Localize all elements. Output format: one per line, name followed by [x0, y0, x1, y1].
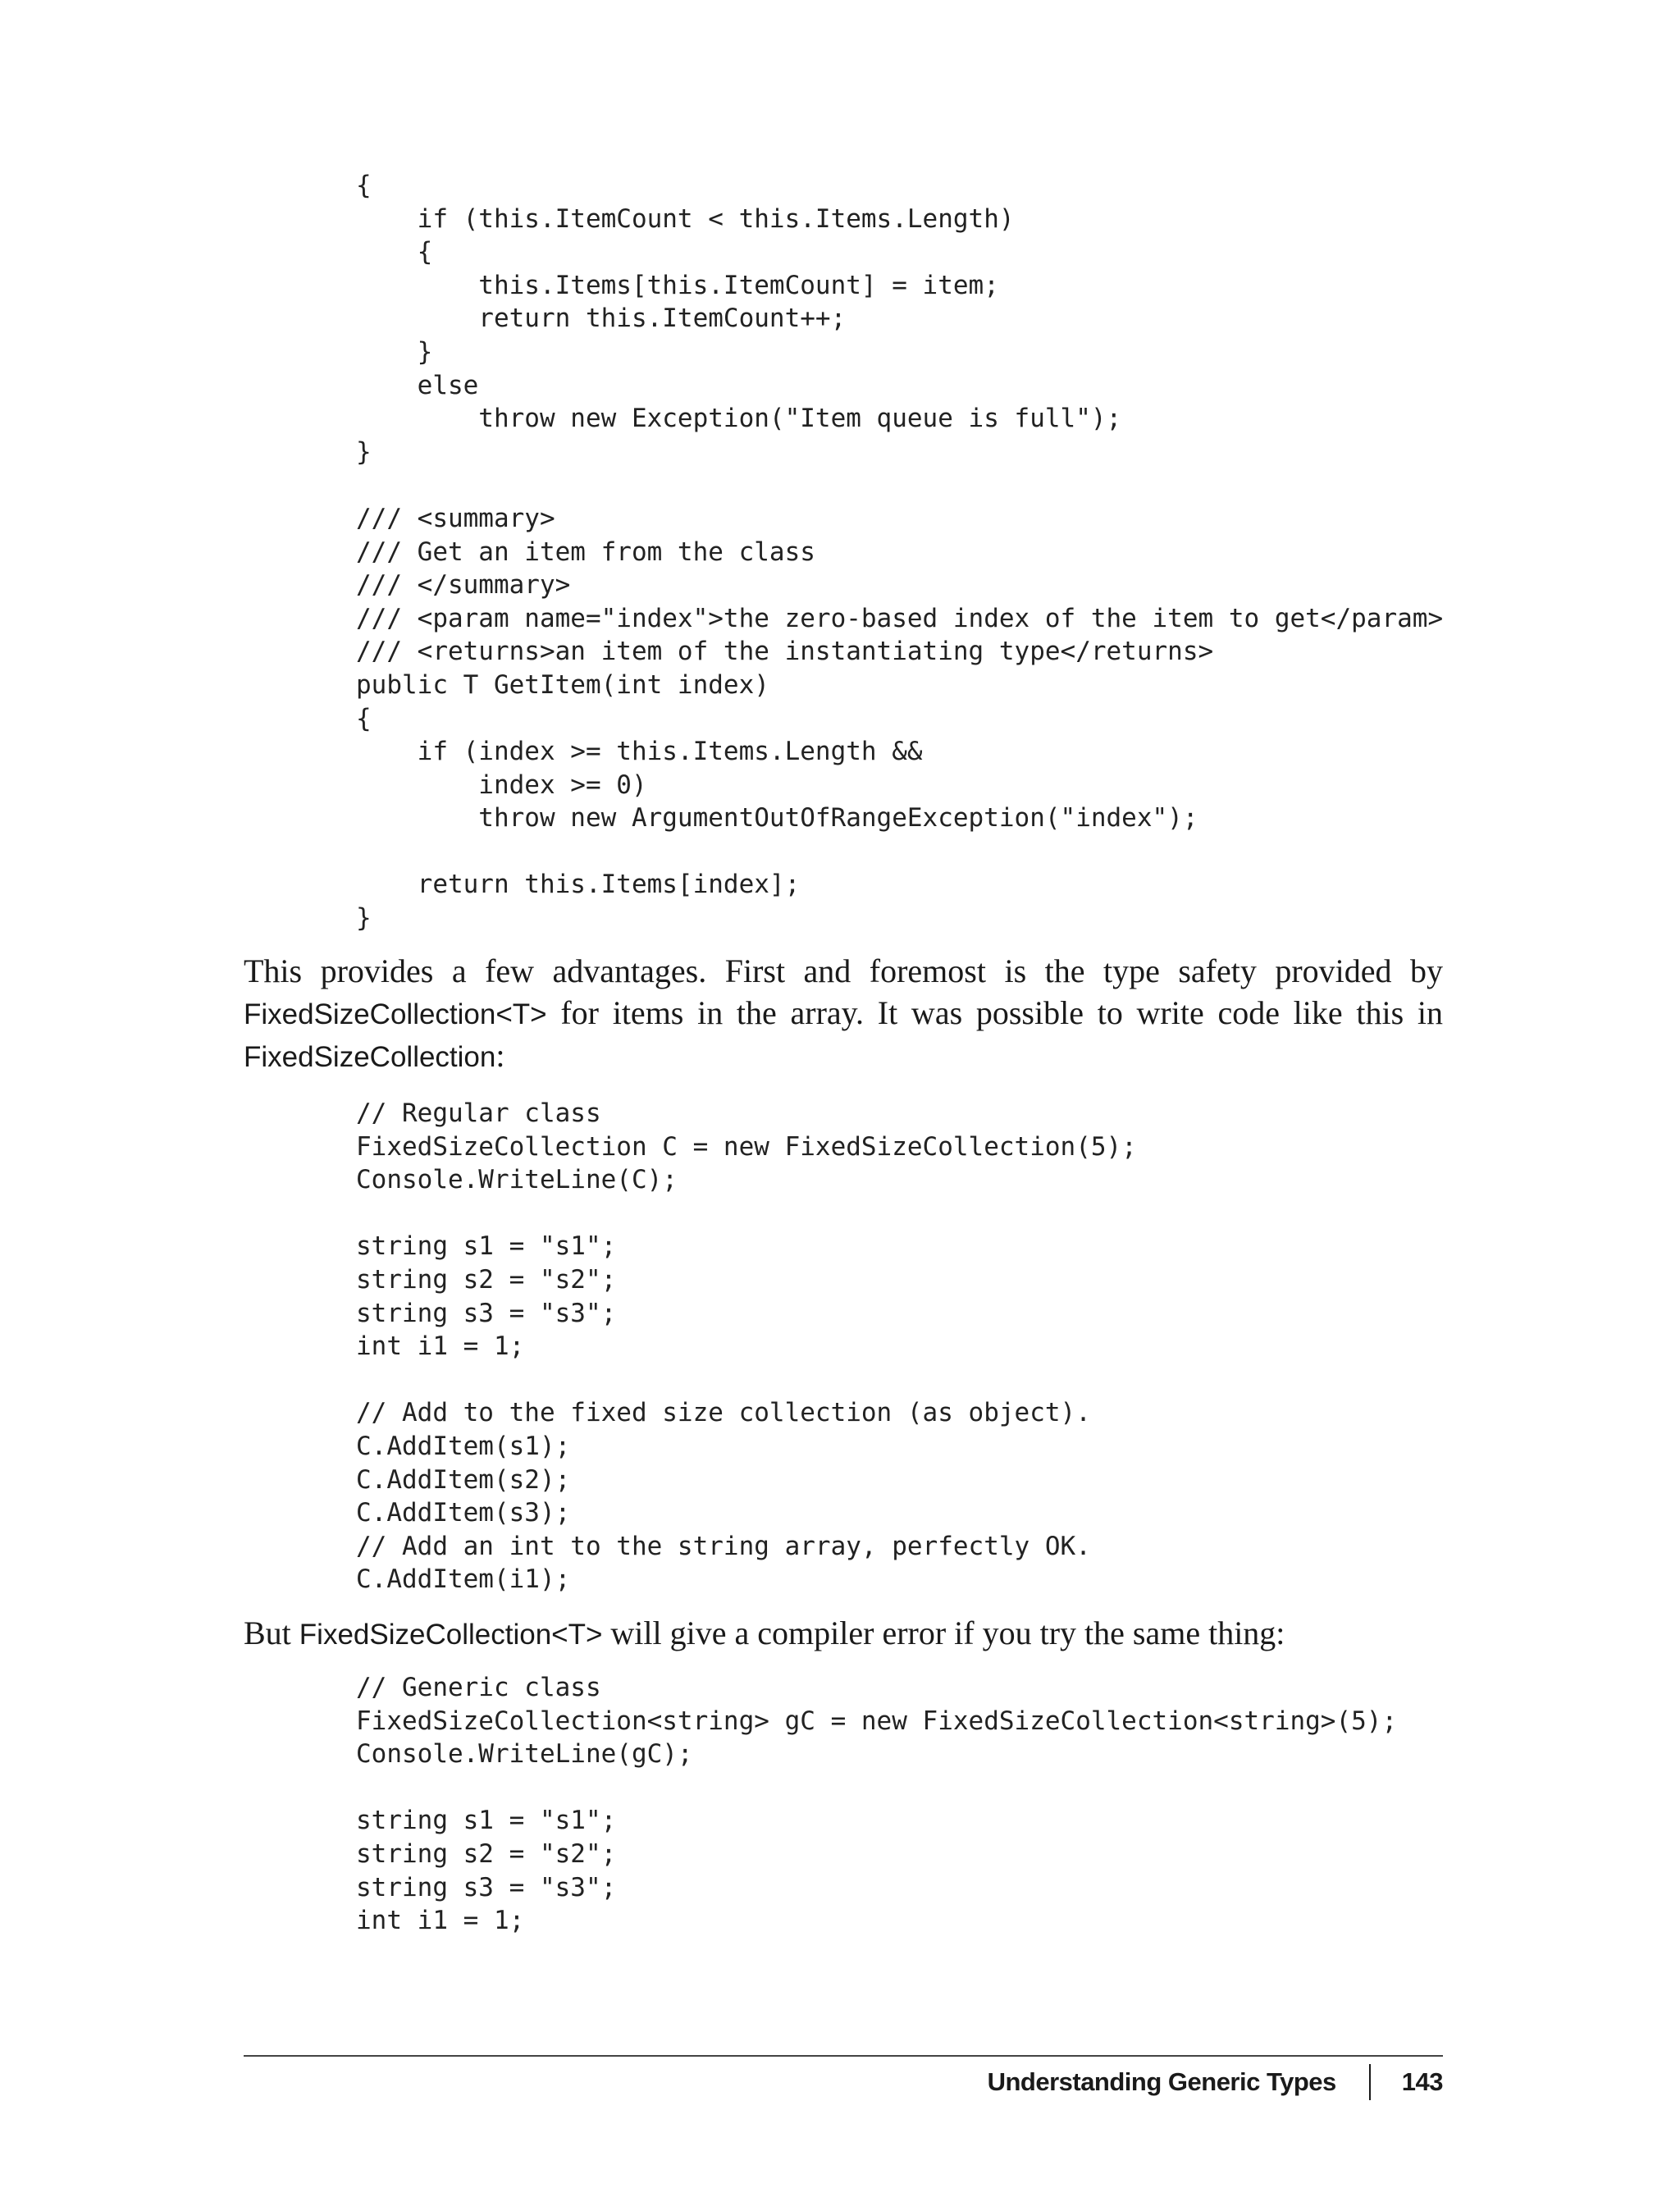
footer-rule	[244, 2055, 1443, 2057]
paragraph-text: This provides a few advantages. First and foremost is the type safety provided by	[244, 952, 1443, 989]
running-footer-title: Understanding Generic Types	[987, 2067, 1336, 2096]
body-paragraph-type-safety	[244, 951, 1443, 1079]
page-footer	[988, 2059, 1443, 2105]
code-listing-regular-class: // Regular class FixedSizeCollection C = new FixedSizeCollection(5); Console.WriteLine(C); string s1 = "s1"; string s2 = "s2"; string s3 = "s3"; int i1 = 1; // Add to the fixed size collection (as object). C.AddItem(s1); C.AddItem(s2); C.AddItem(s3); // Add an int to the string array, perfectly OK. C.AddItem(i1);	[356, 1098, 1137, 1595]
body-paragraph-compiler-error	[244, 1613, 1443, 1656]
inline-code: FixedSizeCollection	[244, 1041, 496, 1073]
code-listing-getitem: { if (this.ItemCount < this.Items.Length) { this.Items[this.ItemCount] = item; return this.ItemCount++; } else throw new Exception("Item queue is full"); } /// <summary> /// Get an item from the class /// </summary> /// <param name="index">the zero-based index of the item to get</param> /// <returns>an item of the instantiating type</returns> public T GetItem(int index) { if (index >= this.Items.Length && index >= 0) throw new ArgumentOutOfRangeException("index"); return this.Items[index]; }	[356, 171, 1444, 934]
paragraph-text: :	[495, 1037, 505, 1074]
paragraph-text: for items in the array. It was possible to write code like this in	[546, 993, 1443, 1031]
footer-separator	[1369, 2064, 1371, 2100]
inline-code: FixedSizeCollection<T>	[299, 1619, 603, 1651]
paragraph-text: But	[244, 1615, 299, 1651]
code-listing-generic-class: // Generic class FixedSizeCollection<string> gC = new FixedSizeCollection<string>(5); Console.WriteLine(gC); string s1 = "s1"; string s2 = "s2"; string s3 = "s3"; int i1 = 1;	[356, 1673, 1398, 1936]
inline-code: FixedSizeCollection<T>	[244, 998, 547, 1030]
page-number: 143	[1401, 2067, 1443, 2096]
paragraph-text: will give a compiler error if you try the same thing:	[602, 1615, 1285, 1651]
